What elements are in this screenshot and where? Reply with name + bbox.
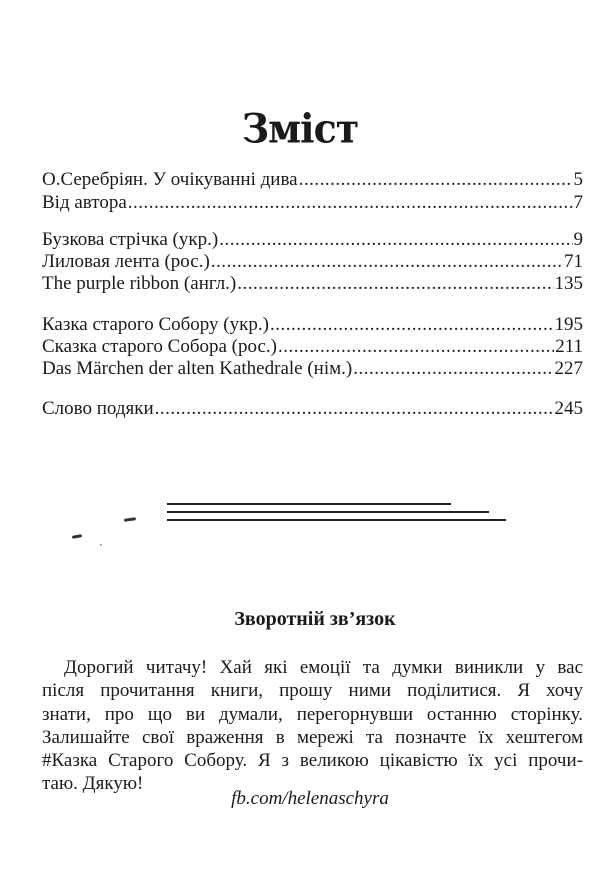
print-smudge	[100, 544, 102, 546]
toc-entry-page: 135	[554, 273, 583, 294]
divider-line	[167, 503, 451, 505]
toc-entry[interactable]	[42, 336, 583, 358]
toc-entry-label: Бузкова стрічка (укр.)	[42, 229, 219, 250]
toc-entry[interactable]	[42, 398, 583, 420]
dot-leader	[278, 336, 554, 358]
dot-leader	[270, 314, 554, 336]
toc-entry-label: Слово подяки	[42, 398, 154, 419]
toc-title: Зміст	[241, 104, 359, 153]
toc-entry[interactable]	[42, 169, 583, 191]
toc-entry-label: Das Märchen der alten Kathedrale (нім.)	[42, 358, 353, 379]
toc-entry-page: 195	[554, 314, 583, 335]
toc-entry[interactable]	[42, 192, 583, 214]
dot-leader	[155, 398, 554, 420]
toc-entry-page: 9	[573, 229, 583, 250]
toc-entry-label: Сказка старого Собора (рос.)	[42, 336, 277, 357]
toc-entry-label: The purple ribbon (англ.)	[42, 273, 237, 294]
toc-entry[interactable]	[42, 314, 583, 336]
toc-entry-label: Від автора	[42, 192, 127, 213]
paragraph-line: Залишайте свої враження в мережі та позначте їх хештегом	[42, 726, 583, 748]
dot-leader	[299, 169, 573, 191]
toc-entry-page: 227	[554, 358, 583, 379]
toc-entry-label: Лиловая лента (рос.)	[42, 251, 210, 272]
dot-leader	[353, 358, 553, 380]
facebook-link[interactable]: fb.com/helenaschyra	[231, 788, 389, 809]
toc-entry[interactable]	[42, 229, 583, 251]
toc-entry-page: 71	[564, 251, 583, 272]
dot-leader	[219, 229, 572, 251]
divider-line	[167, 511, 489, 513]
dot-leader	[211, 251, 563, 273]
paragraph-line: таю. Дякую!	[42, 773, 144, 795]
toc-entry-label: Казка старого Собору (укр.)	[42, 314, 269, 335]
paragraph-line: #Казка Старого Собору. Я з великою цікавістю їх усі прочи-	[42, 750, 583, 772]
toc-entry[interactable]	[42, 273, 583, 295]
dot-leader	[237, 273, 553, 295]
toc-entry[interactable]	[42, 358, 583, 380]
toc-entry-page: 5	[573, 169, 583, 190]
feedback-heading: Зворотній зв’язок	[234, 608, 396, 630]
toc-entry-page: 211	[555, 336, 583, 357]
toc-entry-label: О.Серебріян. У очікуванні дива	[42, 169, 298, 190]
toc-entry-page: 7	[573, 192, 583, 213]
paragraph-line: Дорогий читачу! Хай які емоції та думки виникли у вас	[64, 657, 583, 678]
toc-entry[interactable]	[42, 251, 583, 273]
dot-leader	[128, 192, 573, 214]
print-smudge	[72, 534, 82, 539]
feedback-paragraph	[42, 656, 583, 796]
toc-entry-page: 245	[554, 398, 583, 419]
paragraph-line: після прочитання книги, прошу ними поділитися. Я хочу	[42, 680, 583, 702]
divider-line	[167, 519, 506, 521]
paragraph-line: знати, про що ви думали, перегорнувши останню сторінку.	[42, 703, 583, 725]
print-smudge	[124, 517, 136, 522]
